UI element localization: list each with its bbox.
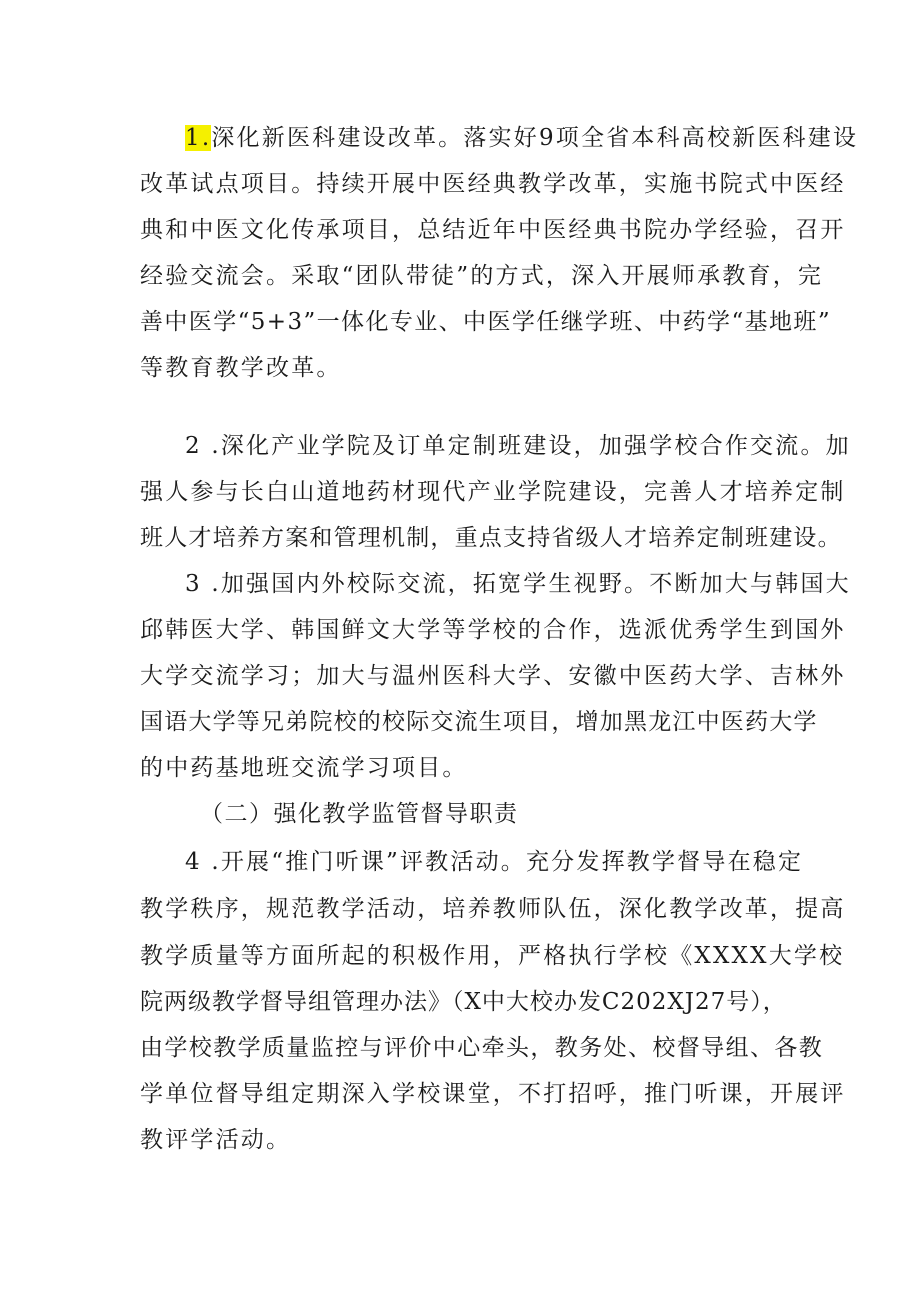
paragraph-3-line-4: 国语大学等兄弟院校的校际交流生项目，增加黑龙江中医药大学 [140, 709, 818, 735]
paragraph-2-line-1: 2 .深化产业学院及订单定制班建设，加强学校合作交流。加 [185, 433, 851, 459]
paragraph-3-line-1: 3 .加强国内外校际交流，拓宽学生视野。不断加大与韩国大 [185, 571, 851, 597]
paragraph-4-line-5: 由学校教学质量监控与评价中心牵头，教务处、校督导组、各教 [140, 1035, 824, 1061]
section-heading-text: （二）强化教学监管督导职责 [200, 801, 519, 827]
paragraph-1-line-4: 经验交流会。采取“团队带徒”的方式，深入开展师承教育，完 [140, 263, 824, 289]
paragraph-4-line-4: 院两级教学督导组管理办法》（X中大校办发C202XJ27号）， [140, 989, 787, 1015]
paragraph-4-line-1: 4 .开展“推门听课”评教活动。充分发挥教学督导在稳定 [185, 849, 804, 875]
paragraph-1-line-2: 改革试点项目。持续开展中医经典教学改革，实施书院式中医经 [140, 171, 846, 197]
paragraph-4-line-3: 教学质量等方面所起的积极作用，严格执行学校《XXXX大学校 [140, 943, 845, 969]
paragraph-4-line-6: 学单位督导组定期深入学校课堂，不打招呼，推门听课，开展评 [140, 1081, 846, 1107]
paragraph-4-line-2: 教学秩序，规范教学活动，培养教师队伍，深化教学改革，提高 [140, 896, 846, 922]
paragraph-3-line-2: 邱韩医大学、韩国鲜文大学等学校的合作，选派优秀学生到国外 [140, 617, 846, 643]
paragraph-4-line-7: 教评学活动。 [140, 1127, 292, 1153]
paragraph-1-line-6: 等教育教学改革。 [140, 355, 342, 381]
paragraph-2-line-2: 强人参与长白山道地药材现代产业学院建设，完善人才培养定制 [140, 479, 846, 505]
paragraph-1-line-1 [185, 122, 858, 154]
paragraph-2-line-3: 班人才培养方案和管理机制，重点支持省级人才培养定制班建设。 [140, 525, 842, 551]
paragraph-1-line-5: 善中医学“5+3”一体化专业、中医学任继学班、中药学“基地班” [140, 309, 831, 335]
paragraph-1-line-1-text: 深化新医科建设改革。落实好9项全省本科高校新医科建设 [211, 125, 859, 151]
item-number-highlight: 1. [185, 125, 212, 151]
paragraph-3-line-5: 的中药基地班交流学习项目。 [140, 755, 468, 781]
paragraph-1-line-3: 典和中医文化传承项目，总结近年中医经典书院办学经验，召开 [140, 217, 846, 243]
paragraph-3-line-3: 大学交流学习；加大与温州医科大学、安徽中医药大学、吉林外 [140, 663, 846, 689]
